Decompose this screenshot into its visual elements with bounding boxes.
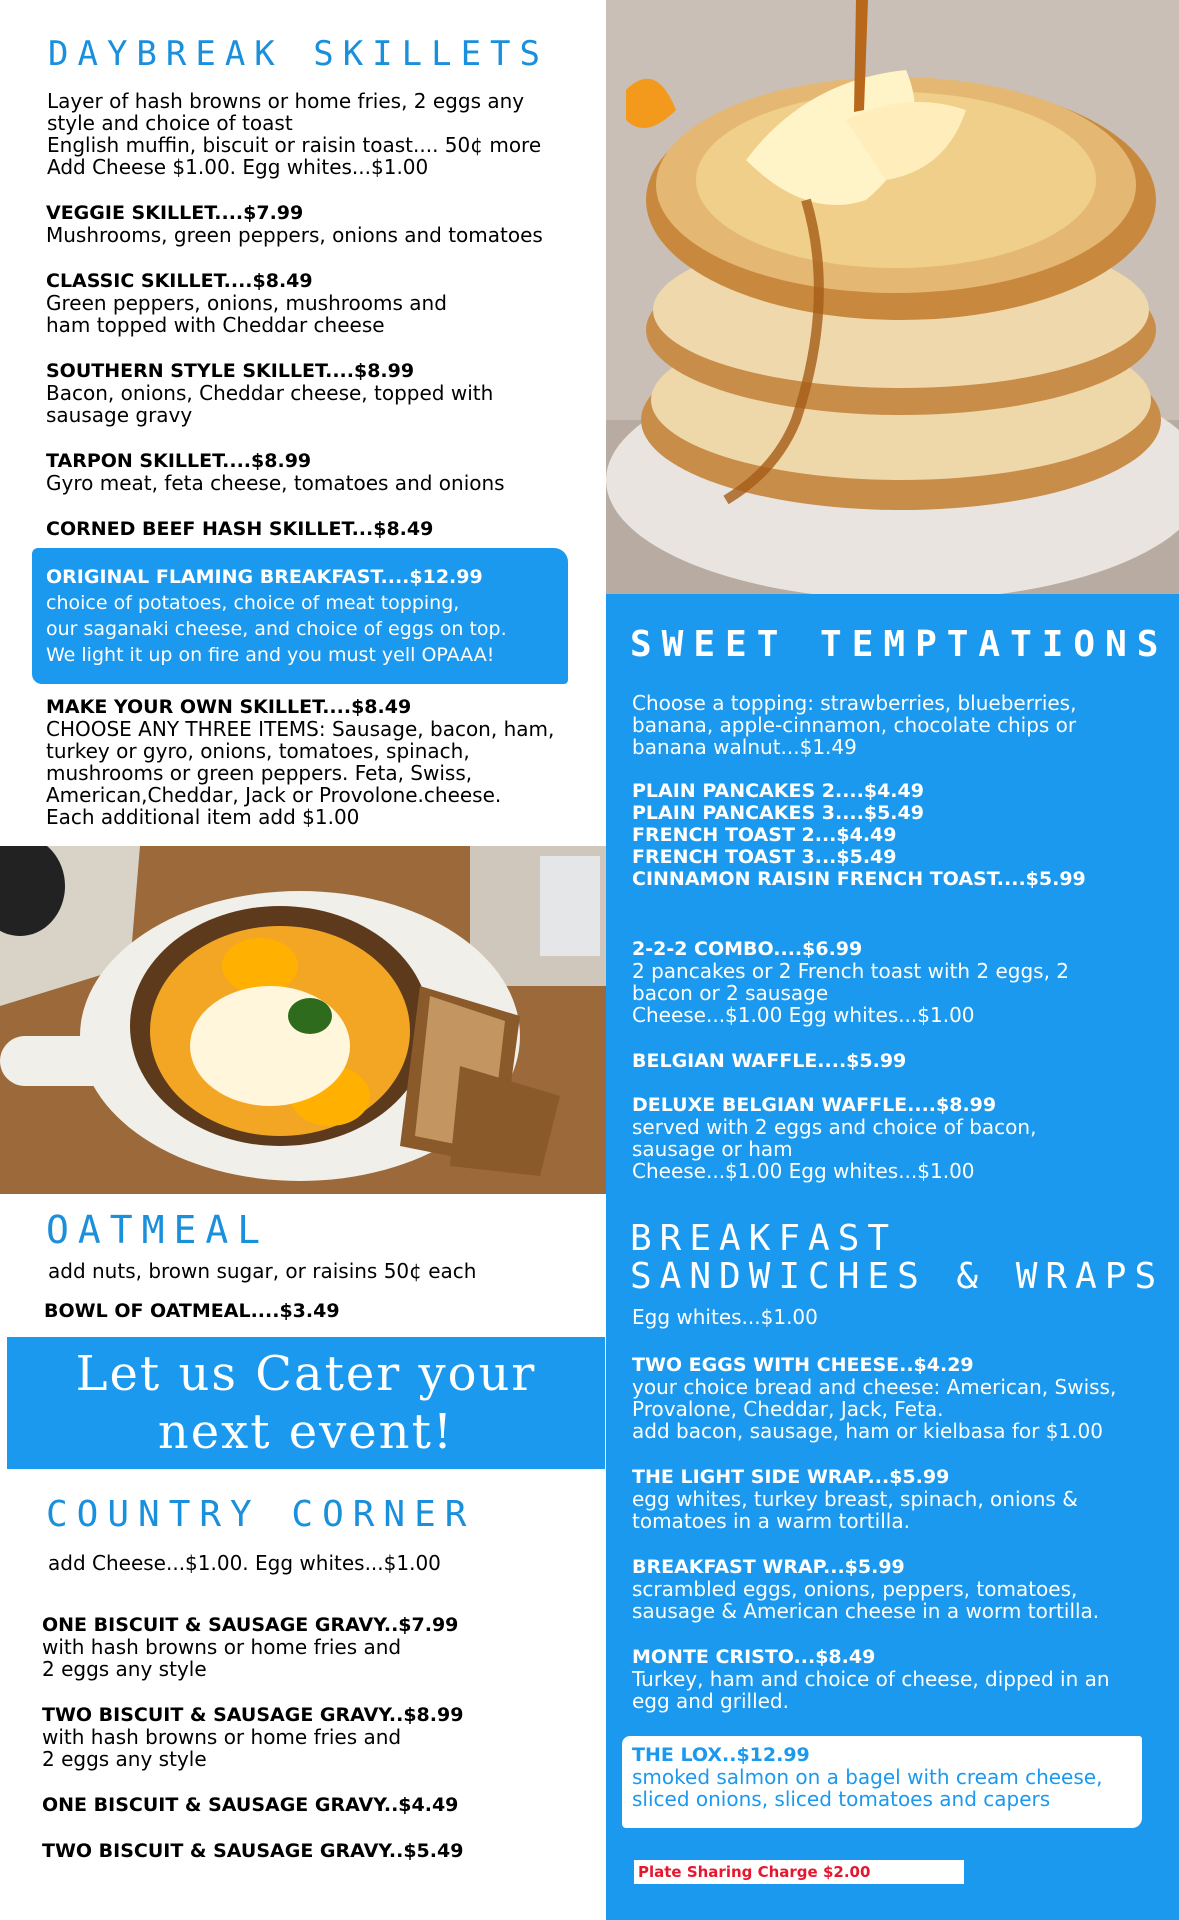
lox-box (622, 1736, 1142, 1828)
lox-title: THE LOX..$12.99 (632, 1744, 810, 1766)
oatmeal-heading: OATMEAL (46, 1208, 270, 1252)
flaming-desc-line: choice of potatoes, choice of meat topping, (46, 592, 460, 614)
flaming-desc-line: We light it up on fire and you must yell OPAAA! (46, 644, 495, 666)
menu-item-two-eggs-cheese: TWO EGGS WITH CHEESE..$4.29 your choice bread and cheese: American, Swiss, Provalone, Cheddar, Jack, Feta. add bacon, sausage, ham or kielbasa for $1.00 (632, 1354, 1117, 1443)
right-blue-panel (606, 594, 1179, 1920)
menu-item-light-side-wrap: THE LIGHT SIDE WRAP...$5.99 egg whites, turkey breast, spinach, onions & tomatoes in a warm tortilla. (632, 1466, 1078, 1533)
skillet-photo (0, 846, 606, 1194)
skillets-intro: Layer of hash browns or home fries, 2 eggs any style and choice of toast English muffin, biscuit or raisin toast.... 50¢ more Add Cheese $1.00. Egg whites...$1.00 (47, 89, 542, 179)
list-item: FRENCH TOAST 3...$5.49 (632, 846, 897, 868)
oatmeal-intro: add nuts, brown sugar, or raisins 50¢ each (48, 1259, 477, 1283)
flaming-breakfast-box (32, 548, 568, 684)
plate-sharing-charge: Plate Sharing Charge $2.00 (638, 1863, 871, 1881)
sandwiches-heading: BREAKFAST SANDWICHES & WRAPS (630, 1218, 1165, 1297)
menu-item-one-biscuit: ONE BISCUIT & SAUSAGE GRAVY..$4.49 (42, 1794, 459, 1816)
country-intro: add Cheese...$1.00. Egg whites...$1.00 (48, 1551, 441, 1575)
menu-item-tarpon-skillet: TARPON SKILLET....$8.99 Gyro meat, feta cheese, tomatoes and onions (46, 450, 505, 495)
cater-line-2: next event! (157, 1404, 455, 1460)
menu-item-two-biscuit-full: TWO BISCUIT & SAUSAGE GRAVY..$8.99 with hash browns or home fries and 2 eggs any style (42, 1704, 464, 1771)
menu-item-veggie-skillet: VEGGIE SKILLET....$7.99 Mushrooms, green peppers, onions and tomatoes (46, 202, 543, 247)
pancake-photo (606, 0, 1179, 594)
menu-item-classic-skillet: CLASSIC SKILLET....$8.49 Green peppers, onions, mushrooms and ham topped with Cheddar cheese (46, 270, 447, 337)
lox-desc-line: sliced onions, sliced tomatoes and capers (632, 1787, 1051, 1811)
sweet-heading: SWEET TEMPTATIONS (630, 624, 1169, 665)
flaming-desc-line: our saganaki cheese, and choice of eggs on top. (46, 618, 507, 640)
menu-item-one-biscuit-full: ONE BISCUIT & SAUSAGE GRAVY..$7.99 with hash browns or home fries and 2 eggs any style (42, 1614, 459, 1681)
plate-sharing-bg (634, 1860, 964, 1884)
menu-item-make-your-own: MAKE YOUR OWN SKILLET....$8.49 CHOOSE ANY THREE ITEMS: Sausage, bacon, ham, turkey or gyro, onions, tomatoes, spinach, mushrooms or green peppers. Feta, Swiss, American,Cheddar, Jack or Provolone.cheese. Each additional item add $1.00 (46, 696, 555, 829)
menu-item-combo: 2-2-2 COMBO....$6.99 2 pancakes or 2 French toast with 2 eggs, 2 bacon or 2 sausage Cheese...$1.00 Egg whites...$1.00 (632, 938, 1070, 1027)
cater-line-1: Let us Cater your (75, 1346, 537, 1402)
sweet-intro: Choose a topping: strawberries, blueberries, banana, apple-cinnamon, chocolate chips or banana walnut...$1.49 (632, 691, 1077, 759)
skillet-illustration (0, 846, 606, 1194)
menu-item-southern-skillet: SOUTHERN STYLE SKILLET....$8.99 Bacon, onions, Cheddar cheese, topped with sausage gravy (46, 360, 494, 427)
pancake-list (632, 780, 1162, 890)
menu-item-deluxe-waffle: DELUXE BELGIAN WAFFLE....$8.99 served with 2 eggs and choice of bacon, sausage or ham Cheese...$1.00 Egg whites...$1.00 (632, 1094, 1037, 1183)
pancake-illustration (606, 0, 1179, 594)
flaming-title: ORIGINAL FLAMING BREAKFAST....$12.99 (46, 566, 483, 588)
cater-banner (7, 1337, 605, 1469)
menu-item-bowl-of-oatmeal: BOWL OF OATMEAL....$3.49 (44, 1300, 340, 1322)
sandwiches-intro: Egg whites...$1.00 (632, 1305, 818, 1329)
list-item: CINNAMON RAISIN FRENCH TOAST....$5.99 (632, 868, 1086, 890)
menu-item-belgian-waffle: BELGIAN WAFFLE....$5.99 (632, 1050, 907, 1072)
country-heading: COUNTRY CORNER (46, 1494, 476, 1535)
menu-item-two-biscuit: TWO BISCUIT & SAUSAGE GRAVY..$5.49 (42, 1840, 464, 1862)
lox-desc-line: smoked salmon on a bagel with cream cheese, (632, 1765, 1103, 1789)
menu-item-monte-cristo: MONTE CRISTO...$8.49 Turkey, ham and choice of cheese, dipped in an egg and grilled. (632, 1646, 1110, 1713)
skillets-heading: DAYBREAK SKILLETS (48, 34, 549, 74)
list-item: PLAIN PANCAKES 3....$5.49 (632, 802, 924, 824)
list-item: PLAIN PANCAKES 2....$4.49 (632, 780, 924, 802)
list-item: FRENCH TOAST 2...$4.49 (632, 824, 897, 846)
menu-item-corned-beef-skillet: CORNED BEEF HASH SKILLET...$8.49 (46, 518, 434, 540)
menu-item-breakfast-wrap: BREAKFAST WRAP...$5.99 scrambled eggs, onions, peppers, tomatoes, sausage & American cheese in a worm tortilla. (632, 1556, 1100, 1623)
